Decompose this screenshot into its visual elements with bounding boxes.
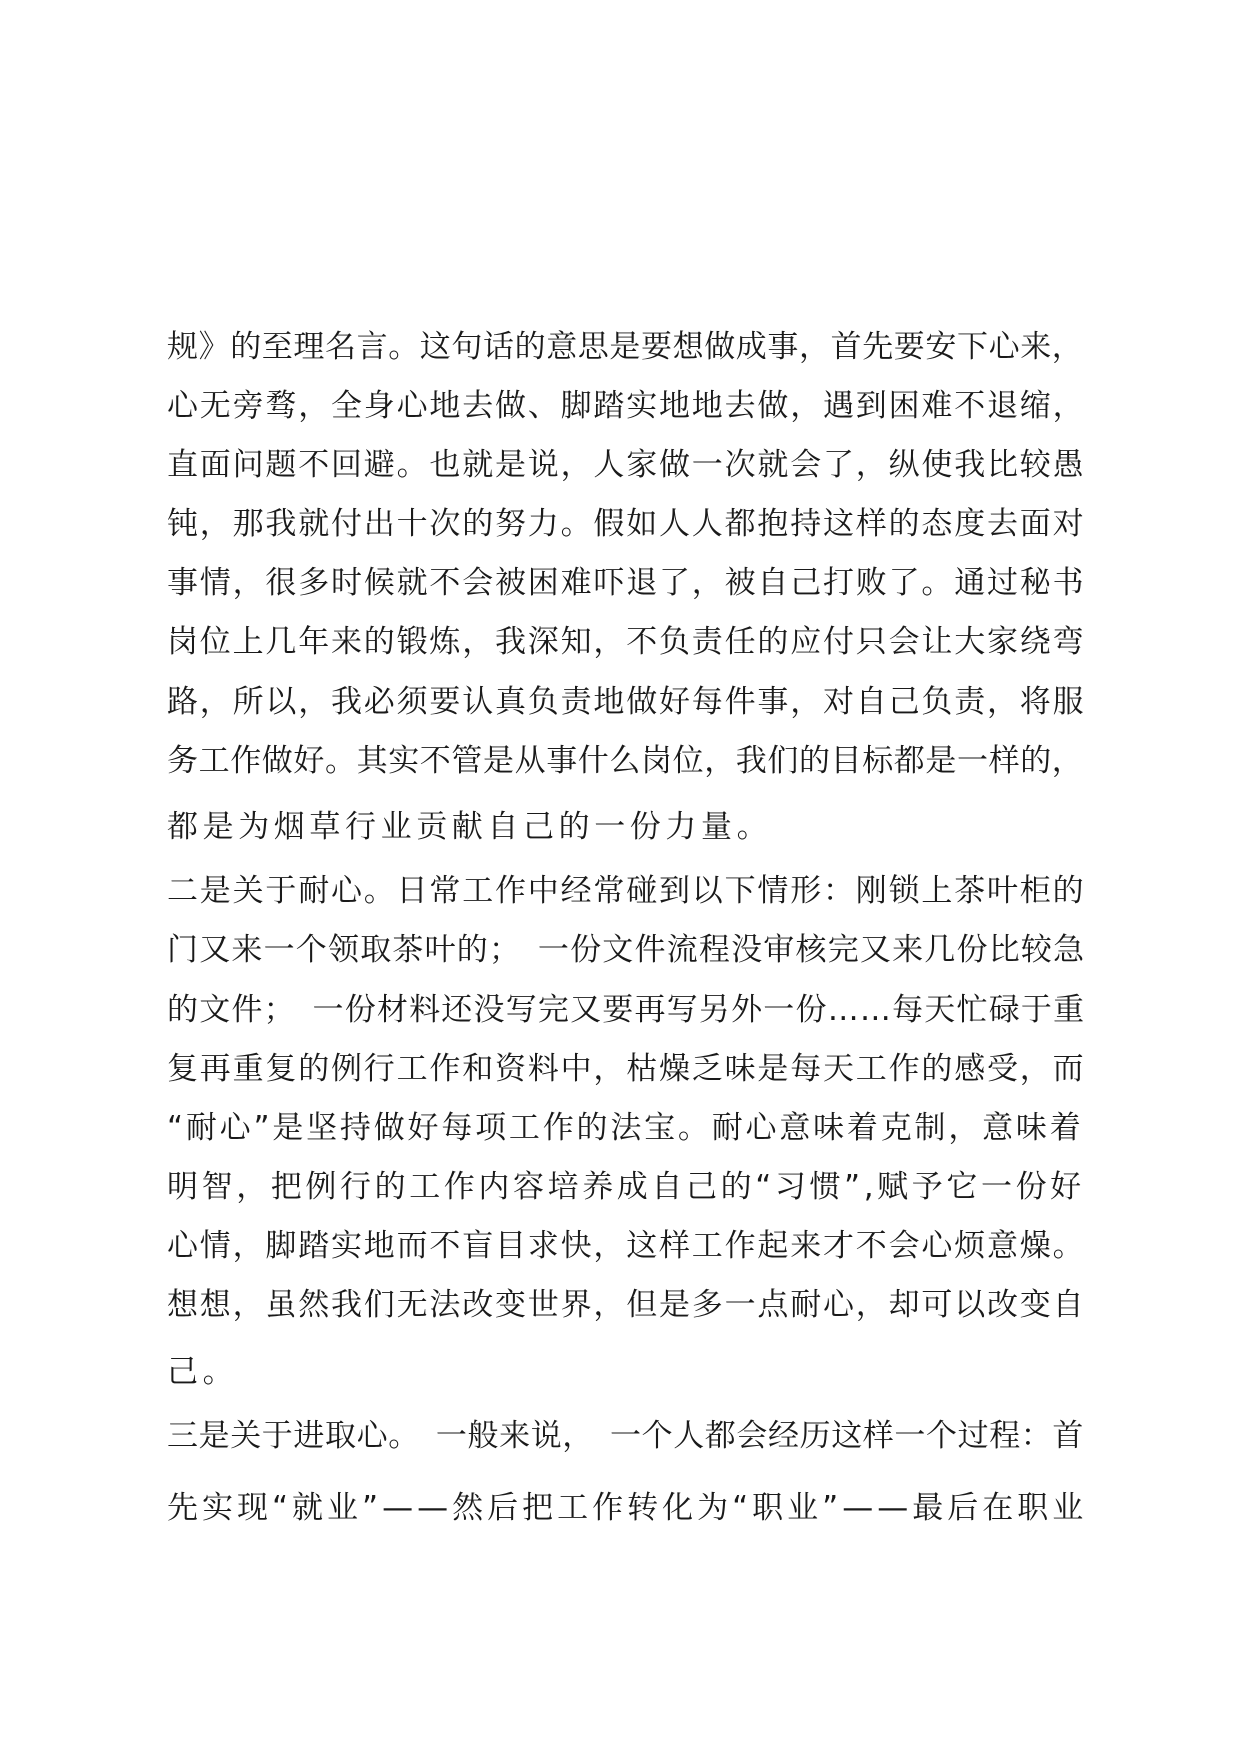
text-line: 三是关于进取心。 一般来说， 一个人都会经历这样一个过程：首	[167, 1418, 1084, 1454]
text-line: 的文件； 一份材料还没写完又要再写另外一份……每天忙碌于重	[167, 992, 1086, 1028]
text-line: 事情，很多时候就不会被困难吓退了，被自己打败了。通过秘书	[167, 565, 1086, 601]
text-line: 复再重复的例行工作和资料中，枯燥乏味是每天工作的感受，而	[167, 1051, 1086, 1087]
text-line: 规》的至理名言。这句话的意思是要想做成事，首先要安下心来，	[167, 329, 1084, 365]
text-line: 己。	[167, 1354, 239, 1390]
text-line: 想想，虽然我们无法改变世界，但是多一点耐心，却可以改变自	[167, 1287, 1086, 1323]
text-line: 路，所以，我必须要认真负责地做好每件事，对自己负责，将服	[167, 684, 1086, 720]
text-line: 门又来一个领取茶叶的； 一份文件流程没审核完又来几份比较急	[167, 932, 1086, 968]
text-line: 先实现“就业”——然后把工作转化为“职业”——最后在职业	[167, 1490, 1088, 1526]
text-line: “耐心”是坚持做好每项工作的法宝。耐心意味着克制，意味着	[167, 1110, 1084, 1146]
text-line: 明智，把例行的工作内容培养成自己的“习惯”,赋予它一份好	[167, 1169, 1085, 1205]
text-line: 直面问题不回避。也就是说，人家做一次就会了，纵使我比较愚	[167, 447, 1086, 483]
text-line: 务工作做好。其实不管是从事什么岗位，我们的目标都是一样的，	[167, 743, 1084, 779]
text-line: 岗位上几年来的锻炼，我深知，不负责任的应付只会让大家绕弯	[167, 624, 1086, 660]
text-line: 都是为烟草行业贡献自己的一份力量。	[167, 809, 773, 845]
text-line: 二是关于耐心。日常工作中经常碰到以下情形：刚锁上茶叶柜的	[167, 873, 1086, 909]
text-line: 心无旁骛，全身心地去做、脚踏实地地去做，遇到困难不退缩，	[167, 388, 1086, 424]
text-line: 钝，那我就付出十次的努力。假如人人都抱持这样的态度去面对	[167, 506, 1086, 542]
text-line: 心情，脚踏实地而不盲目求快，这样工作起来才不会心烦意燥。	[167, 1228, 1086, 1264]
